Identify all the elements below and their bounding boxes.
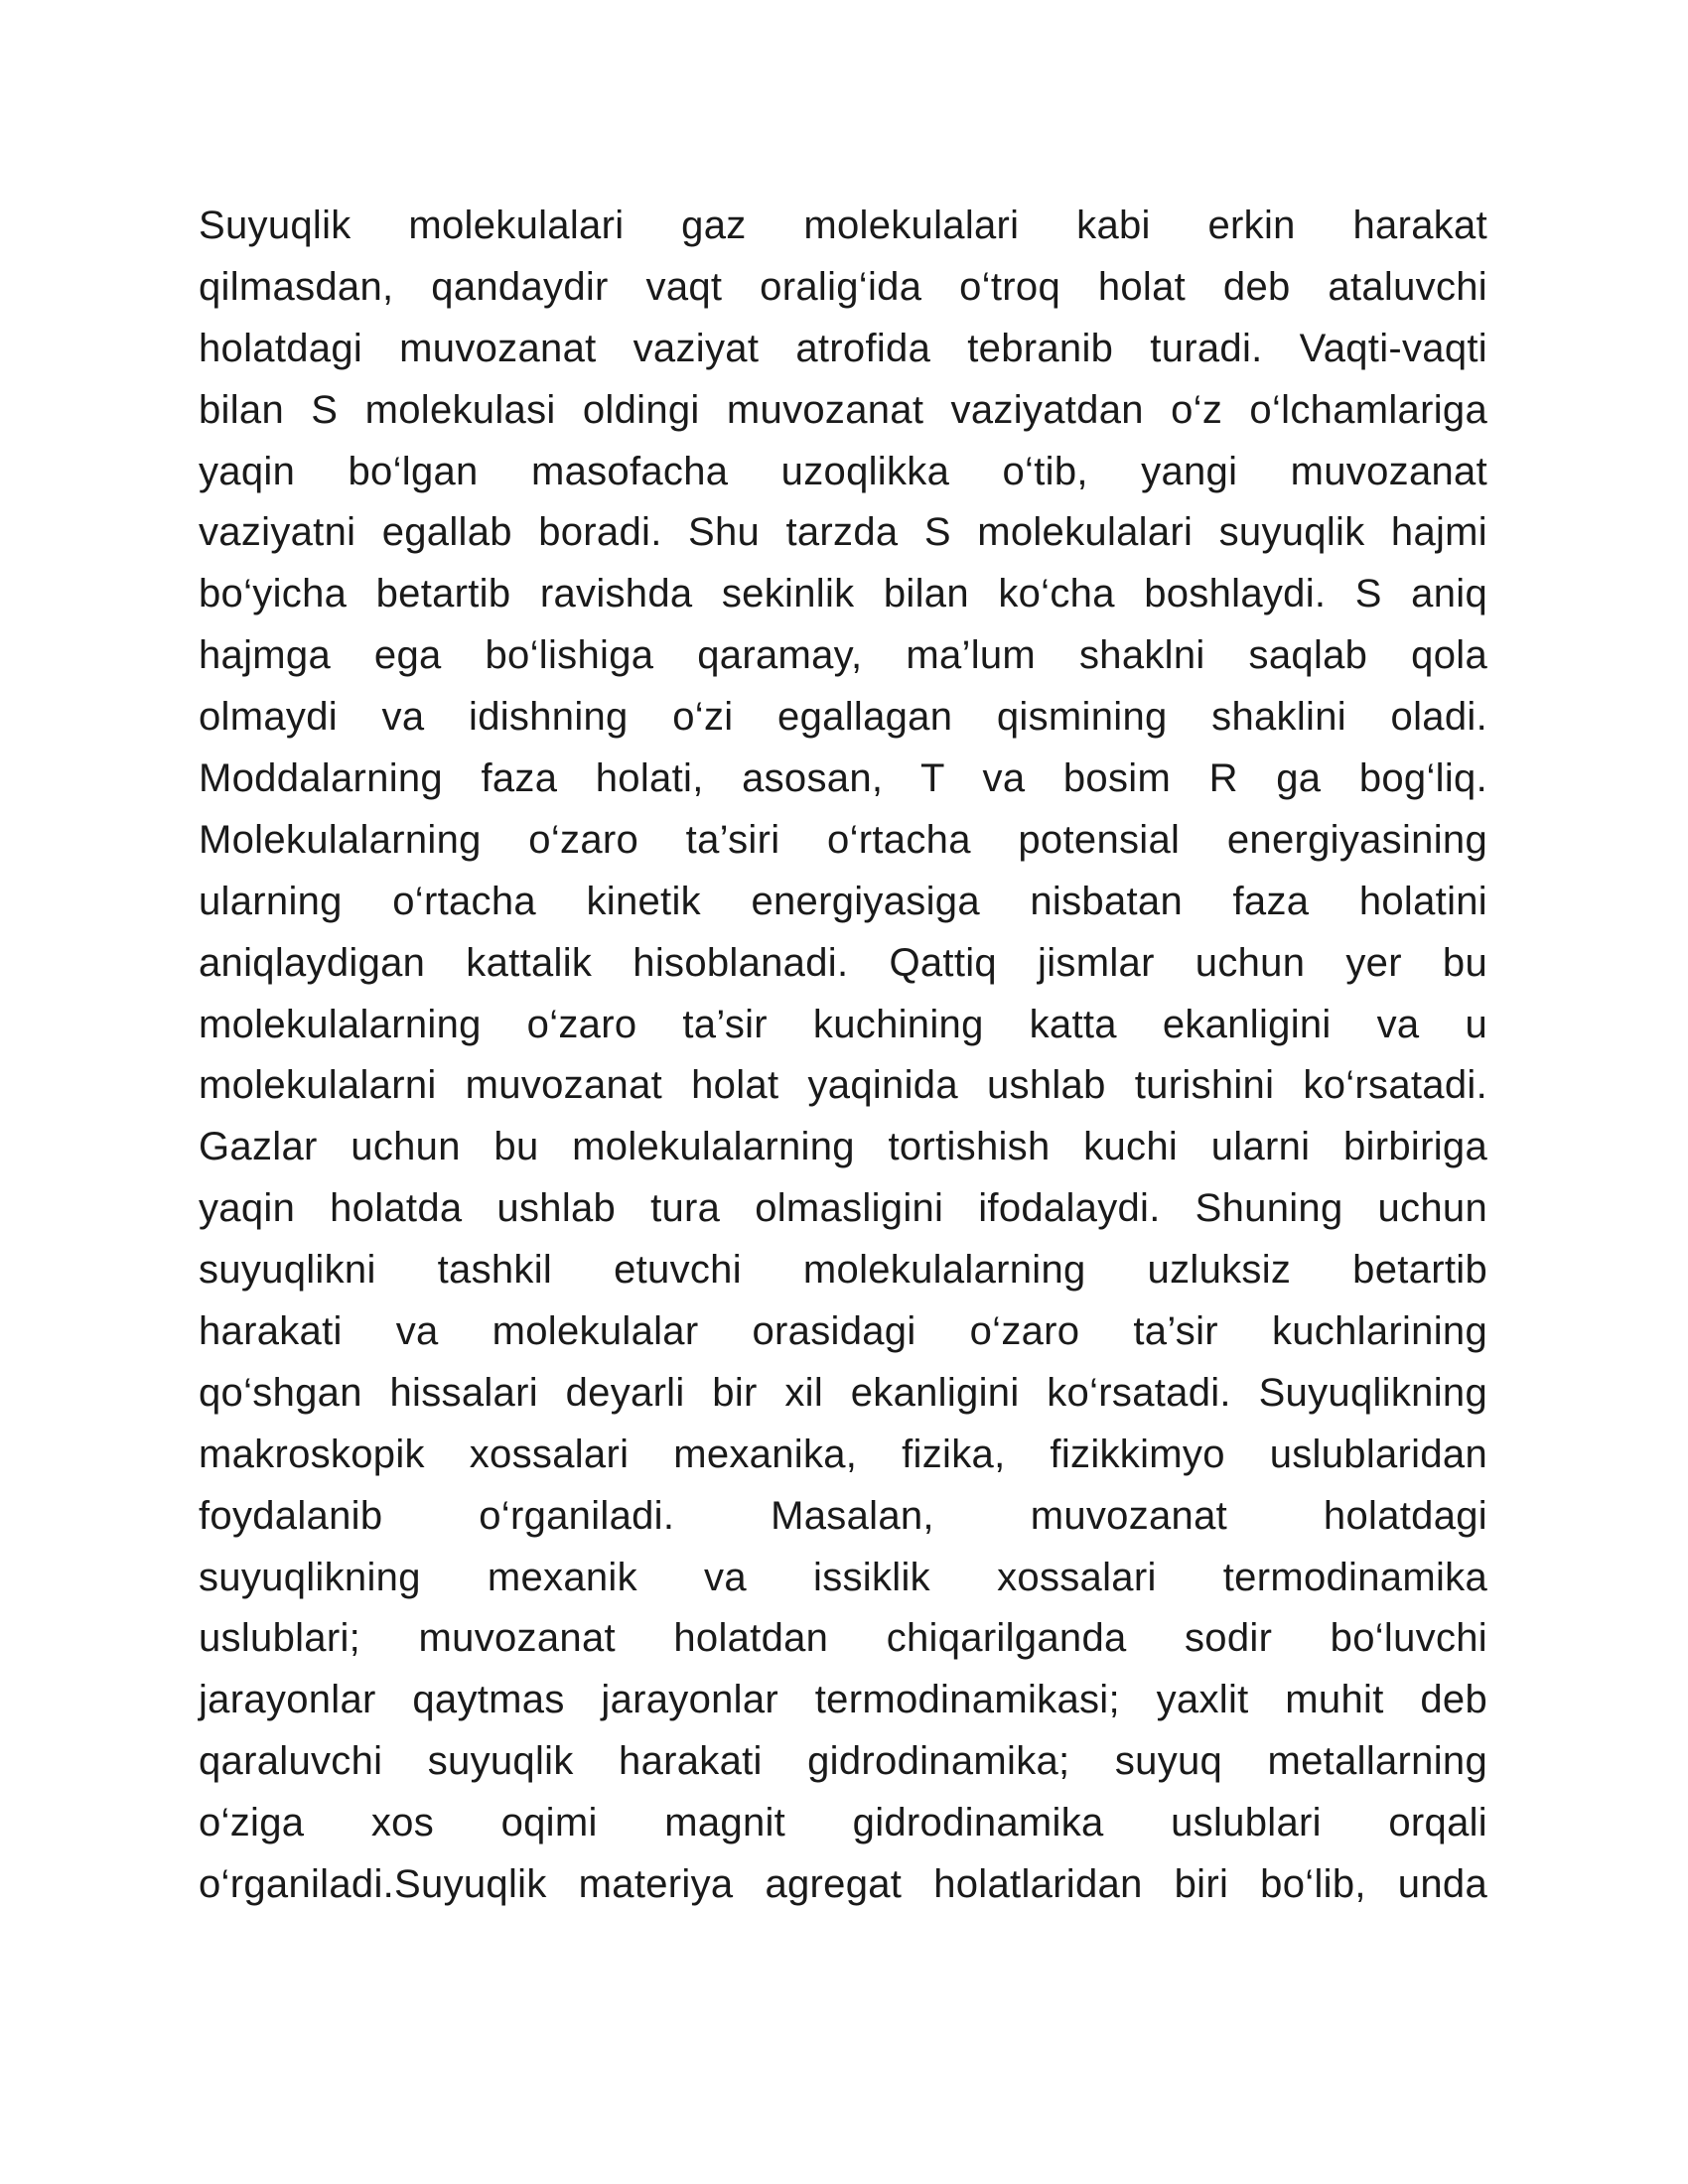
text-line: yaqin bo‘lgan masofacha uzoqlikka o‘tib, yangi muvozanat [199,449,1487,493]
text-line: uslublari; muvozanat holatdan chiqarilganda sodir bo‘luvchi [199,1616,1487,1661]
text-line: aniqlaydigan kattalik hisoblanadi. Qattiq jismlar uchun yer bu [199,940,1487,985]
text-line: jarayonlar qaytmas jarayonlar termodinamikasi; yaxlit muhit deb [199,1678,1487,1722]
text-line: o‘ziga xos oqimi magnit gidrodinamika uslublari orqali [199,1801,1487,1845]
text-line: olmaydi va idishning o‘zi egallagan qismining shaklini oladi. [199,695,1487,740]
body-paragraph [199,196,1487,1916]
text-line: vaziyatni egallab boradi. Shu tarzda S molekulalari suyuqlik hajmi [199,510,1487,555]
text-line: suyuqlikni tashkil etuvchi molekulalarning uzluksiz betartib [199,1248,1487,1293]
text-line: qaraluvchi suyuqlik harakati gidrodinamika; suyuq metallarning [199,1739,1487,1784]
text-line: qilmasdan, qandaydir vaqt oralig‘ida o‘troq holat deb ataluvchi [199,264,1487,309]
text-line: Moddalarning faza holati, asosan, T va bosim R ga bog‘liq. [199,756,1487,801]
text-line: suyuqlikning mexanik va issiklik xossalari termodinamika [199,1555,1487,1599]
text-line: o‘rganiladi.Suyuqlik materiya agregat holatlaridan biri bo‘lib, unda [199,1862,1487,1907]
text-line: molekulalarni muvozanat holat yaqinida ushlab turishini ko‘rsatadi. [199,1063,1487,1108]
text-line: yaqin holatda ushlab tura olmasligini ifodalaydi. Shuning uchun [199,1186,1487,1231]
text-line: ularning o‘rtacha kinetik energiyasiga nisbatan faza holatini [199,879,1487,923]
text-line: foydalanib o‘rganiladi. Masalan, muvozanat holatdagi [199,1493,1487,1538]
text-line: bilan S molekulasi oldingi muvozanat vaziyatdan o‘z o‘lchamlariga [199,387,1487,432]
text-line: holatdagi muvozanat vaziyat atrofida tebranib turadi. Vaqti-vaqti [199,326,1487,370]
text-line: qo‘shgan hissalari deyarli bir xil ekanligini ko‘rsatadi. Suyuqlikning [199,1370,1487,1415]
text-line: molekulalarning o‘zaro ta’sir kuchining katta ekanligini va u [199,1002,1487,1046]
text-line: Molekulalarning o‘zaro ta’siri o‘rtacha potensial energiyasining [199,817,1487,862]
text-line: makroskopik xossalari mexanika, fizika, fizikkimyo uslublaridan [199,1432,1487,1476]
text-line: Gazlar uchun bu molekulalarning tortishish kuchi ularni birbiriga [199,1125,1487,1169]
text-line: harakati va molekulalar orasidagi o‘zaro ta’sir kuchlarining [199,1309,1487,1354]
text-line: bo‘yicha betartib ravishda sekinlik bilan ko‘cha boshlaydi. S aniq [199,572,1487,616]
text-line: hajmga ega bo‘lishiga qaramay, ma’lum shaklni saqlab qola [199,633,1487,678]
text-line: Suyuqlik molekulalari gaz molekulalari kabi erkin harakat [199,204,1487,247]
